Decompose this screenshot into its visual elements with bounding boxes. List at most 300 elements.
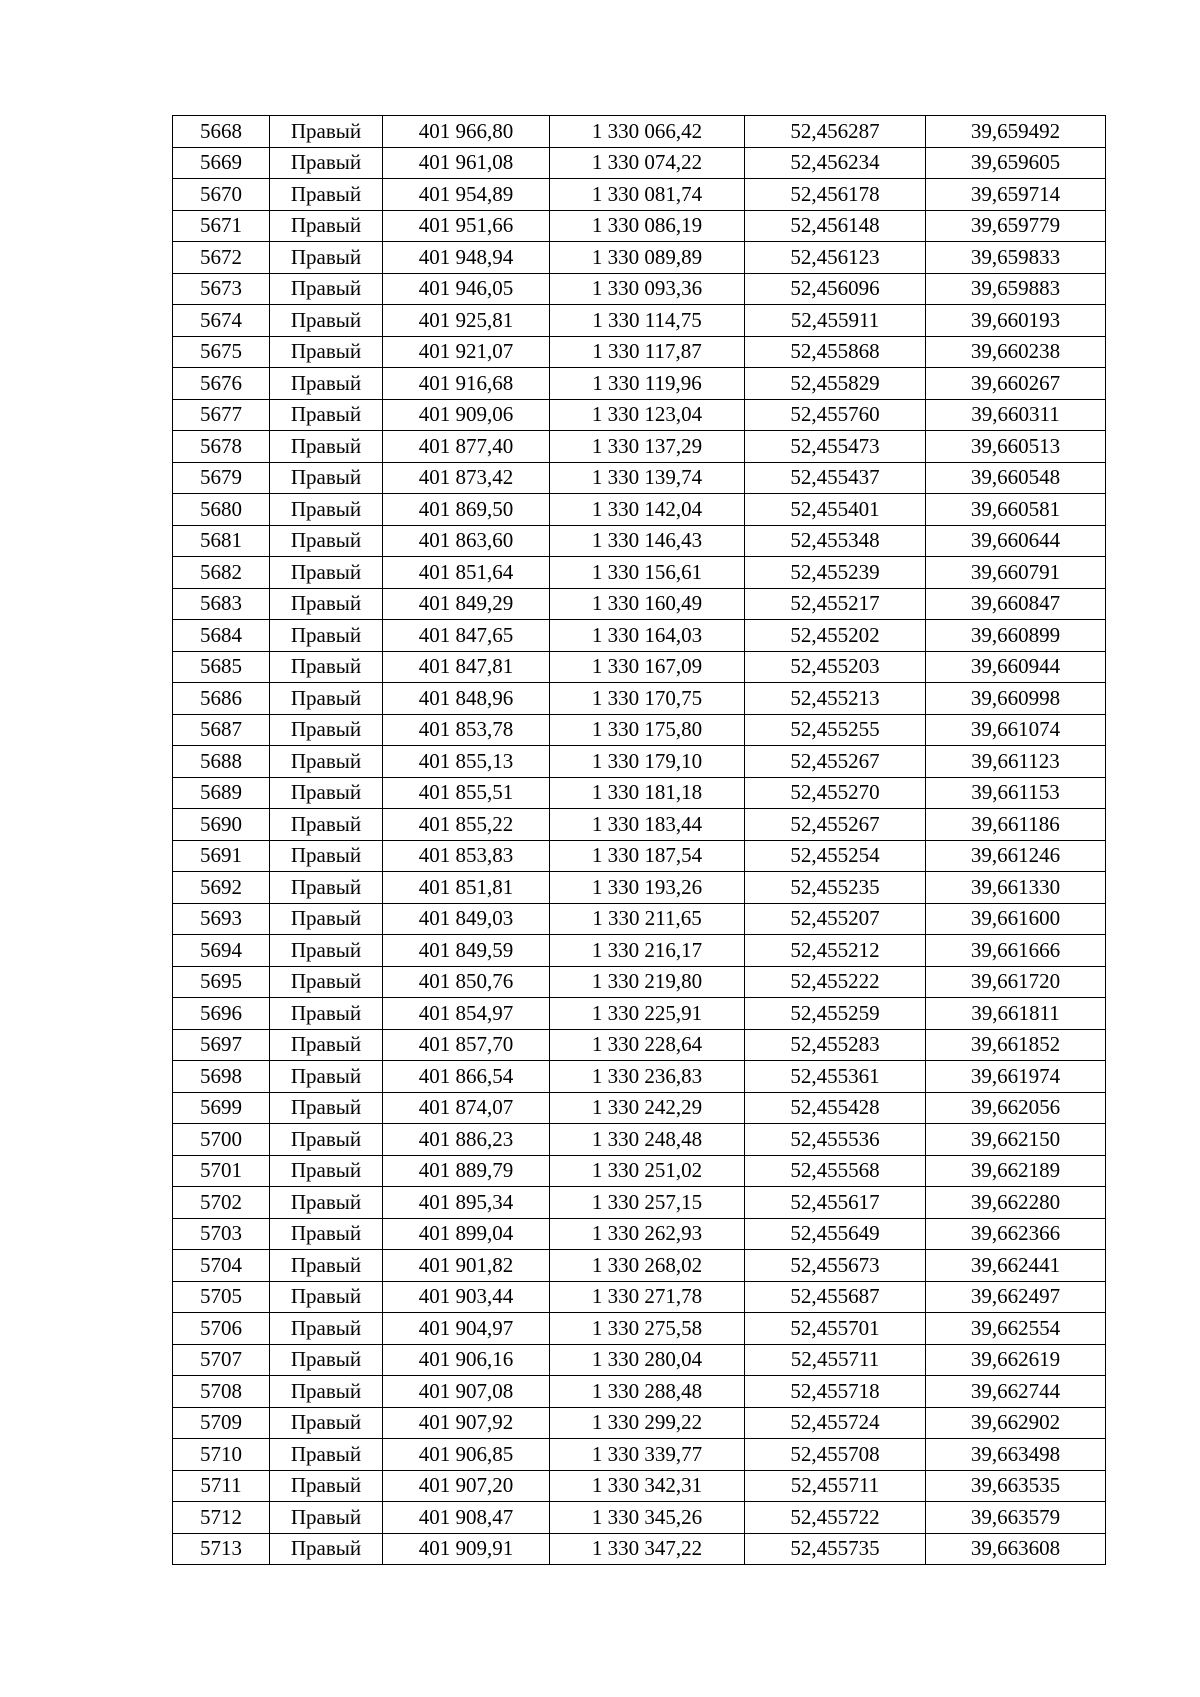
x-coordinate-cell: 401 895,34 xyxy=(383,1187,550,1219)
table-row xyxy=(173,903,1106,935)
latitude-cell: 52,455911 xyxy=(745,305,926,337)
y-coordinate-cell: 1 330 347,22 xyxy=(550,1533,745,1565)
side-cell: Правый xyxy=(270,1313,383,1345)
latitude-cell: 52,455283 xyxy=(745,1029,926,1061)
side-cell: Правый xyxy=(270,1061,383,1093)
x-coordinate-cell: 401 853,78 xyxy=(383,714,550,746)
table-row xyxy=(173,525,1106,557)
latitude-cell: 52,455428 xyxy=(745,1092,926,1124)
table-row xyxy=(173,557,1106,589)
point-number-cell: 5713 xyxy=(173,1533,270,1565)
y-coordinate-cell: 1 330 081,74 xyxy=(550,179,745,211)
point-number-cell: 5703 xyxy=(173,1218,270,1250)
side-cell: Правый xyxy=(270,1470,383,1502)
point-number-cell: 5697 xyxy=(173,1029,270,1061)
y-coordinate-cell: 1 330 193,26 xyxy=(550,872,745,904)
y-coordinate-cell: 1 330 139,74 xyxy=(550,462,745,494)
y-coordinate-cell: 1 330 183,44 xyxy=(550,809,745,841)
latitude-cell: 52,455722 xyxy=(745,1502,926,1534)
point-number-cell: 5671 xyxy=(173,210,270,242)
side-cell: Правый xyxy=(270,1092,383,1124)
table-row xyxy=(173,368,1106,400)
point-number-cell: 5673 xyxy=(173,273,270,305)
point-number-cell: 5712 xyxy=(173,1502,270,1534)
longitude-cell: 39,661852 xyxy=(926,1029,1106,1061)
longitude-cell: 39,663498 xyxy=(926,1439,1106,1471)
latitude-cell: 52,456178 xyxy=(745,179,926,211)
side-cell: Правый xyxy=(270,998,383,1030)
side-cell: Правый xyxy=(270,840,383,872)
side-cell: Правый xyxy=(270,242,383,274)
x-coordinate-cell: 401 903,44 xyxy=(383,1281,550,1313)
point-number-cell: 5707 xyxy=(173,1344,270,1376)
latitude-cell: 52,455348 xyxy=(745,525,926,557)
x-coordinate-cell: 401 853,83 xyxy=(383,840,550,872)
longitude-cell: 39,660791 xyxy=(926,557,1106,589)
x-coordinate-cell: 401 874,07 xyxy=(383,1092,550,1124)
point-number-cell: 5693 xyxy=(173,903,270,935)
longitude-cell: 39,662902 xyxy=(926,1407,1106,1439)
longitude-cell: 39,661974 xyxy=(926,1061,1106,1093)
latitude-cell: 52,455239 xyxy=(745,557,926,589)
point-number-cell: 5702 xyxy=(173,1187,270,1219)
x-coordinate-cell: 401 847,81 xyxy=(383,651,550,683)
side-cell: Правый xyxy=(270,462,383,494)
side-cell: Правый xyxy=(270,872,383,904)
latitude-cell: 52,455217 xyxy=(745,588,926,620)
longitude-cell: 39,659779 xyxy=(926,210,1106,242)
x-coordinate-cell: 401 857,70 xyxy=(383,1029,550,1061)
x-coordinate-cell: 401 851,81 xyxy=(383,872,550,904)
y-coordinate-cell: 1 330 074,22 xyxy=(550,147,745,179)
latitude-cell: 52,455222 xyxy=(745,966,926,998)
side-cell: Правый xyxy=(270,1187,383,1219)
x-coordinate-cell: 401 908,47 xyxy=(383,1502,550,1534)
table-row xyxy=(173,179,1106,211)
x-coordinate-cell: 401 855,51 xyxy=(383,777,550,809)
longitude-cell: 39,662280 xyxy=(926,1187,1106,1219)
table-row xyxy=(173,1344,1106,1376)
side-cell: Правый xyxy=(270,399,383,431)
point-number-cell: 5681 xyxy=(173,525,270,557)
table-row xyxy=(173,494,1106,526)
point-number-cell: 5699 xyxy=(173,1092,270,1124)
table-row xyxy=(173,1376,1106,1408)
longitude-cell: 39,659714 xyxy=(926,179,1106,211)
x-coordinate-cell: 401 877,40 xyxy=(383,431,550,463)
x-coordinate-cell: 401 916,68 xyxy=(383,368,550,400)
longitude-cell: 39,661246 xyxy=(926,840,1106,872)
x-coordinate-cell: 401 854,97 xyxy=(383,998,550,1030)
latitude-cell: 52,455437 xyxy=(745,462,926,494)
side-cell: Правый xyxy=(270,683,383,715)
latitude-cell: 52,455829 xyxy=(745,368,926,400)
x-coordinate-cell: 401 863,60 xyxy=(383,525,550,557)
latitude-cell: 52,455361 xyxy=(745,1061,926,1093)
table-row xyxy=(173,1155,1106,1187)
table-row xyxy=(173,1029,1106,1061)
longitude-cell: 39,662150 xyxy=(926,1124,1106,1156)
y-coordinate-cell: 1 330 280,04 xyxy=(550,1344,745,1376)
latitude-cell: 52,455735 xyxy=(745,1533,926,1565)
y-coordinate-cell: 1 330 093,36 xyxy=(550,273,745,305)
side-cell: Правый xyxy=(270,1376,383,1408)
y-coordinate-cell: 1 330 086,19 xyxy=(550,210,745,242)
table-row xyxy=(173,462,1106,494)
longitude-cell: 39,661186 xyxy=(926,809,1106,841)
point-number-cell: 5696 xyxy=(173,998,270,1030)
x-coordinate-cell: 401 961,08 xyxy=(383,147,550,179)
side-cell: Правый xyxy=(270,746,383,778)
longitude-cell: 39,662189 xyxy=(926,1155,1106,1187)
table-row xyxy=(173,1533,1106,1565)
point-number-cell: 5672 xyxy=(173,242,270,274)
longitude-cell: 39,659833 xyxy=(926,242,1106,274)
point-number-cell: 5704 xyxy=(173,1250,270,1282)
point-number-cell: 5687 xyxy=(173,714,270,746)
longitude-cell: 39,660513 xyxy=(926,431,1106,463)
point-number-cell: 5705 xyxy=(173,1281,270,1313)
side-cell: Правый xyxy=(270,714,383,746)
point-number-cell: 5694 xyxy=(173,935,270,967)
longitude-cell: 39,660944 xyxy=(926,651,1106,683)
table-row xyxy=(173,1407,1106,1439)
table-row xyxy=(173,998,1106,1030)
side-cell: Правый xyxy=(270,368,383,400)
latitude-cell: 52,455267 xyxy=(745,809,926,841)
point-number-cell: 5701 xyxy=(173,1155,270,1187)
x-coordinate-cell: 401 849,03 xyxy=(383,903,550,935)
y-coordinate-cell: 1 330 257,15 xyxy=(550,1187,745,1219)
side-cell: Правый xyxy=(270,431,383,463)
x-coordinate-cell: 401 907,20 xyxy=(383,1470,550,1502)
latitude-cell: 52,455270 xyxy=(745,777,926,809)
longitude-cell: 39,663579 xyxy=(926,1502,1106,1534)
y-coordinate-cell: 1 330 146,43 xyxy=(550,525,745,557)
y-coordinate-cell: 1 330 117,87 xyxy=(550,336,745,368)
side-cell: Правый xyxy=(270,588,383,620)
latitude-cell: 52,456096 xyxy=(745,273,926,305)
latitude-cell: 52,456123 xyxy=(745,242,926,274)
point-number-cell: 5710 xyxy=(173,1439,270,1471)
x-coordinate-cell: 401 907,92 xyxy=(383,1407,550,1439)
table-row xyxy=(173,1092,1106,1124)
latitude-cell: 52,455617 xyxy=(745,1187,926,1219)
table-row xyxy=(173,1187,1106,1219)
y-coordinate-cell: 1 330 216,17 xyxy=(550,935,745,967)
y-coordinate-cell: 1 330 181,18 xyxy=(550,777,745,809)
latitude-cell: 52,455760 xyxy=(745,399,926,431)
x-coordinate-cell: 401 855,22 xyxy=(383,809,550,841)
table-row xyxy=(173,116,1106,148)
point-number-cell: 5686 xyxy=(173,683,270,715)
x-coordinate-cell: 401 948,94 xyxy=(383,242,550,274)
latitude-cell: 52,455568 xyxy=(745,1155,926,1187)
side-cell: Правый xyxy=(270,1281,383,1313)
point-number-cell: 5679 xyxy=(173,462,270,494)
point-number-cell: 5675 xyxy=(173,336,270,368)
x-coordinate-cell: 401 848,96 xyxy=(383,683,550,715)
x-coordinate-cell: 401 954,89 xyxy=(383,179,550,211)
table-row xyxy=(173,1124,1106,1156)
latitude-cell: 52,455235 xyxy=(745,872,926,904)
table-row xyxy=(173,242,1106,274)
side-cell: Правый xyxy=(270,210,383,242)
side-cell: Правый xyxy=(270,1155,383,1187)
side-cell: Правый xyxy=(270,273,383,305)
table-row xyxy=(173,1250,1106,1282)
latitude-cell: 52,456148 xyxy=(745,210,926,242)
y-coordinate-cell: 1 330 236,83 xyxy=(550,1061,745,1093)
point-number-cell: 5700 xyxy=(173,1124,270,1156)
latitude-cell: 52,455254 xyxy=(745,840,926,872)
side-cell: Правый xyxy=(270,305,383,337)
y-coordinate-cell: 1 330 114,75 xyxy=(550,305,745,337)
longitude-cell: 39,660193 xyxy=(926,305,1106,337)
point-number-cell: 5698 xyxy=(173,1061,270,1093)
longitude-cell: 39,662441 xyxy=(926,1250,1106,1282)
latitude-cell: 52,455401 xyxy=(745,494,926,526)
y-coordinate-cell: 1 330 164,03 xyxy=(550,620,745,652)
side-cell: Правый xyxy=(270,935,383,967)
latitude-cell: 52,455649 xyxy=(745,1218,926,1250)
table-row xyxy=(173,620,1106,652)
y-coordinate-cell: 1 330 275,58 xyxy=(550,1313,745,1345)
table-row xyxy=(173,305,1106,337)
point-number-cell: 5677 xyxy=(173,399,270,431)
y-coordinate-cell: 1 330 137,29 xyxy=(550,431,745,463)
table-row xyxy=(173,1470,1106,1502)
point-number-cell: 5685 xyxy=(173,651,270,683)
x-coordinate-cell: 401 907,08 xyxy=(383,1376,550,1408)
y-coordinate-cell: 1 330 160,49 xyxy=(550,588,745,620)
longitude-cell: 39,660311 xyxy=(926,399,1106,431)
y-coordinate-cell: 1 330 251,02 xyxy=(550,1155,745,1187)
x-coordinate-cell: 401 899,04 xyxy=(383,1218,550,1250)
longitude-cell: 39,662497 xyxy=(926,1281,1106,1313)
latitude-cell: 52,455259 xyxy=(745,998,926,1030)
point-number-cell: 5674 xyxy=(173,305,270,337)
y-coordinate-cell: 1 330 228,64 xyxy=(550,1029,745,1061)
longitude-cell: 39,661123 xyxy=(926,746,1106,778)
coordinates-table-body xyxy=(173,116,1106,1565)
x-coordinate-cell: 401 869,50 xyxy=(383,494,550,526)
table-row xyxy=(173,966,1106,998)
longitude-cell: 39,660581 xyxy=(926,494,1106,526)
x-coordinate-cell: 401 921,07 xyxy=(383,336,550,368)
longitude-cell: 39,661600 xyxy=(926,903,1106,935)
latitude-cell: 52,455711 xyxy=(745,1470,926,1502)
y-coordinate-cell: 1 330 342,31 xyxy=(550,1470,745,1502)
x-coordinate-cell: 401 889,79 xyxy=(383,1155,550,1187)
latitude-cell: 52,455473 xyxy=(745,431,926,463)
latitude-cell: 52,455868 xyxy=(745,336,926,368)
x-coordinate-cell: 401 906,85 xyxy=(383,1439,550,1471)
table-row xyxy=(173,777,1106,809)
y-coordinate-cell: 1 330 187,54 xyxy=(550,840,745,872)
side-cell: Правый xyxy=(270,1218,383,1250)
table-row xyxy=(173,1061,1106,1093)
latitude-cell: 52,455203 xyxy=(745,651,926,683)
point-number-cell: 5688 xyxy=(173,746,270,778)
y-coordinate-cell: 1 330 170,75 xyxy=(550,683,745,715)
latitude-cell: 52,455267 xyxy=(745,746,926,778)
x-coordinate-cell: 401 925,81 xyxy=(383,305,550,337)
x-coordinate-cell: 401 847,65 xyxy=(383,620,550,652)
latitude-cell: 52,455207 xyxy=(745,903,926,935)
side-cell: Правый xyxy=(270,1407,383,1439)
side-cell: Правый xyxy=(270,179,383,211)
side-cell: Правый xyxy=(270,1439,383,1471)
latitude-cell: 52,455708 xyxy=(745,1439,926,1471)
y-coordinate-cell: 1 330 339,77 xyxy=(550,1439,745,1471)
y-coordinate-cell: 1 330 167,09 xyxy=(550,651,745,683)
x-coordinate-cell: 401 866,54 xyxy=(383,1061,550,1093)
table-row xyxy=(173,336,1106,368)
y-coordinate-cell: 1 330 175,80 xyxy=(550,714,745,746)
longitude-cell: 39,660267 xyxy=(926,368,1106,400)
table-row xyxy=(173,683,1106,715)
table-row xyxy=(173,399,1106,431)
x-coordinate-cell: 401 849,59 xyxy=(383,935,550,967)
side-cell: Правый xyxy=(270,966,383,998)
longitude-cell: 39,662056 xyxy=(926,1092,1106,1124)
longitude-cell: 39,662744 xyxy=(926,1376,1106,1408)
latitude-cell: 52,455536 xyxy=(745,1124,926,1156)
longitude-cell: 39,661666 xyxy=(926,935,1106,967)
x-coordinate-cell: 401 966,80 xyxy=(383,116,550,148)
latitude-cell: 52,455212 xyxy=(745,935,926,967)
side-cell: Правый xyxy=(270,1124,383,1156)
point-number-cell: 5709 xyxy=(173,1407,270,1439)
point-number-cell: 5680 xyxy=(173,494,270,526)
y-coordinate-cell: 1 330 066,42 xyxy=(550,116,745,148)
point-number-cell: 5668 xyxy=(173,116,270,148)
y-coordinate-cell: 1 330 271,78 xyxy=(550,1281,745,1313)
y-coordinate-cell: 1 330 345,26 xyxy=(550,1502,745,1534)
point-number-cell: 5678 xyxy=(173,431,270,463)
table-row xyxy=(173,1439,1106,1471)
x-coordinate-cell: 401 951,66 xyxy=(383,210,550,242)
latitude-cell: 52,455213 xyxy=(745,683,926,715)
table-row xyxy=(173,210,1106,242)
point-number-cell: 5676 xyxy=(173,368,270,400)
y-coordinate-cell: 1 330 179,10 xyxy=(550,746,745,778)
point-number-cell: 5691 xyxy=(173,840,270,872)
table-row xyxy=(173,840,1106,872)
point-number-cell: 5706 xyxy=(173,1313,270,1345)
longitude-cell: 39,660847 xyxy=(926,588,1106,620)
point-number-cell: 5670 xyxy=(173,179,270,211)
latitude-cell: 52,455711 xyxy=(745,1344,926,1376)
side-cell: Правый xyxy=(270,1250,383,1282)
longitude-cell: 39,660238 xyxy=(926,336,1106,368)
side-cell: Правый xyxy=(270,116,383,148)
table-row xyxy=(173,588,1106,620)
table-row xyxy=(173,1502,1106,1534)
latitude-cell: 52,456234 xyxy=(745,147,926,179)
longitude-cell: 39,659492 xyxy=(926,116,1106,148)
longitude-cell: 39,660998 xyxy=(926,683,1106,715)
x-coordinate-cell: 401 849,29 xyxy=(383,588,550,620)
latitude-cell: 52,455724 xyxy=(745,1407,926,1439)
side-cell: Правый xyxy=(270,1533,383,1565)
longitude-cell: 39,663535 xyxy=(926,1470,1106,1502)
y-coordinate-cell: 1 330 288,48 xyxy=(550,1376,745,1408)
latitude-cell: 52,455202 xyxy=(745,620,926,652)
point-number-cell: 5669 xyxy=(173,147,270,179)
point-number-cell: 5711 xyxy=(173,1470,270,1502)
longitude-cell: 39,661720 xyxy=(926,966,1106,998)
point-number-cell: 5692 xyxy=(173,872,270,904)
table-row xyxy=(173,1281,1106,1313)
latitude-cell: 52,455673 xyxy=(745,1250,926,1282)
side-cell: Правый xyxy=(270,1344,383,1376)
table-row xyxy=(173,1313,1106,1345)
longitude-cell: 39,660899 xyxy=(926,620,1106,652)
side-cell: Правый xyxy=(270,777,383,809)
y-coordinate-cell: 1 330 123,04 xyxy=(550,399,745,431)
table-row xyxy=(173,147,1106,179)
side-cell: Правый xyxy=(270,557,383,589)
table-row xyxy=(173,714,1106,746)
longitude-cell: 39,662366 xyxy=(926,1218,1106,1250)
latitude-cell: 52,455718 xyxy=(745,1376,926,1408)
x-coordinate-cell: 401 909,91 xyxy=(383,1533,550,1565)
point-number-cell: 5683 xyxy=(173,588,270,620)
longitude-cell: 39,662619 xyxy=(926,1344,1106,1376)
x-coordinate-cell: 401 886,23 xyxy=(383,1124,550,1156)
y-coordinate-cell: 1 330 089,89 xyxy=(550,242,745,274)
side-cell: Правый xyxy=(270,651,383,683)
longitude-cell: 39,660644 xyxy=(926,525,1106,557)
longitude-cell: 39,659883 xyxy=(926,273,1106,305)
longitude-cell: 39,660548 xyxy=(926,462,1106,494)
table-row xyxy=(173,809,1106,841)
longitude-cell: 39,661811 xyxy=(926,998,1106,1030)
table-row xyxy=(173,935,1106,967)
side-cell: Правый xyxy=(270,525,383,557)
side-cell: Правый xyxy=(270,903,383,935)
longitude-cell: 39,663608 xyxy=(926,1533,1106,1565)
side-cell: Правый xyxy=(270,1029,383,1061)
table-row xyxy=(173,1218,1106,1250)
point-number-cell: 5695 xyxy=(173,966,270,998)
latitude-cell: 52,455687 xyxy=(745,1281,926,1313)
y-coordinate-cell: 1 330 225,91 xyxy=(550,998,745,1030)
longitude-cell: 39,661330 xyxy=(926,872,1106,904)
longitude-cell: 39,661074 xyxy=(926,714,1106,746)
x-coordinate-cell: 401 904,97 xyxy=(383,1313,550,1345)
table-row xyxy=(173,431,1106,463)
y-coordinate-cell: 1 330 219,80 xyxy=(550,966,745,998)
x-coordinate-cell: 401 851,64 xyxy=(383,557,550,589)
y-coordinate-cell: 1 330 142,04 xyxy=(550,494,745,526)
y-coordinate-cell: 1 330 156,61 xyxy=(550,557,745,589)
longitude-cell: 39,659605 xyxy=(926,147,1106,179)
side-cell: Правый xyxy=(270,1502,383,1534)
longitude-cell: 39,661153 xyxy=(926,777,1106,809)
y-coordinate-cell: 1 330 299,22 xyxy=(550,1407,745,1439)
y-coordinate-cell: 1 330 268,02 xyxy=(550,1250,745,1282)
latitude-cell: 52,456287 xyxy=(745,116,926,148)
x-coordinate-cell: 401 873,42 xyxy=(383,462,550,494)
longitude-cell: 39,662554 xyxy=(926,1313,1106,1345)
point-number-cell: 5689 xyxy=(173,777,270,809)
point-number-cell: 5682 xyxy=(173,557,270,589)
point-number-cell: 5684 xyxy=(173,620,270,652)
y-coordinate-cell: 1 330 211,65 xyxy=(550,903,745,935)
